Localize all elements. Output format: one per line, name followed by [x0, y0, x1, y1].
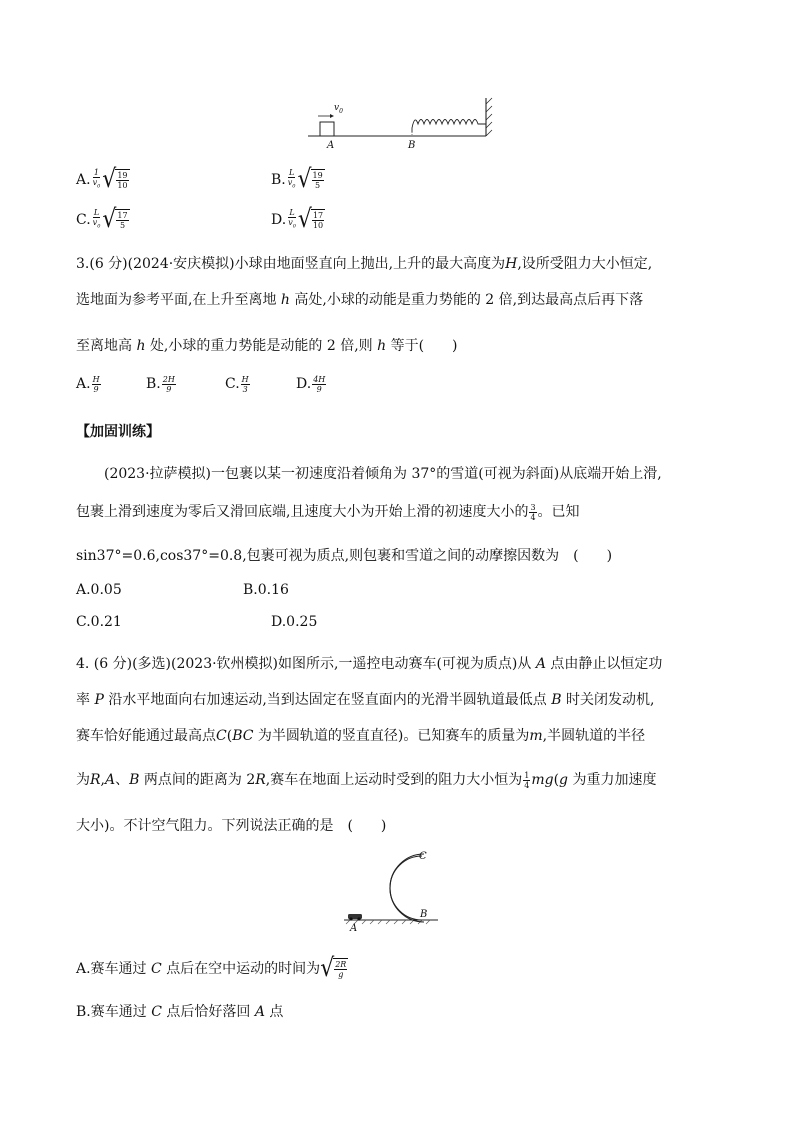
q4-line-5: 大小)。不计空气阻力。下列说法正确的是 ( ) — [76, 818, 387, 834]
figure1-B-label: B — [408, 140, 416, 151]
reinforce-title: 【加固训练】 — [76, 424, 160, 440]
q3-option-d[interactable]: D. $\frac{4H}{9}$ — [296, 374, 326, 394]
reinforce-option-a[interactable]: A.0.05 — [76, 582, 122, 598]
q4-option-a[interactable]: A.赛车通过 C 点后在空中运动的时间为 √ $\frac{2R}{g}$ — [76, 953, 347, 983]
q2-option-a[interactable]: A. $\frac{1}{v_0}$ √ $\frac{19}{10}$ — [76, 164, 128, 194]
q3-line-1: 3.(6 分)(2024·安庆模拟)小球由地面竖直向上抛出,上升的最大高度为H,设所受阻力大小恒定, — [76, 256, 653, 272]
figure2-A-label: A — [350, 923, 358, 934]
q4-option-b[interactable]: B.赛车通过 C 点后恰好落回 A 点 — [76, 1004, 284, 1020]
q4-line-1: 4. (6 分)(多选)(2023·钦州模拟)如图所示,一遥控电动赛车(可视为质点)从 A 点由静止以恒定功 — [76, 656, 663, 672]
figure1-A-label: A — [327, 140, 335, 151]
reinforce-line-3: sin37°=0.6,cos37°=0.8,包裹可视为质点,则包裹和雪道之间的动摩擦因数为 ( ) — [76, 548, 613, 564]
reinforce-line-1: (2023·拉萨模拟)一包裹以某一初速度沿着倾角为 37°的雪道(可视为斜面)从底端开始上滑, — [104, 466, 662, 482]
figure2-B-label: B — [420, 909, 428, 920]
q2-option-d[interactable]: D. $\frac{L}{v_0}$ √ $\frac{17}{10}$ — [271, 204, 324, 234]
figure2-C-label: C — [419, 851, 427, 862]
reinforce-line-2: 包裹上滑到速度为零后又滑回底端,且速度大小为开始上滑的初速度大小的 $\frac{3}{4}$ 。已知 — [76, 502, 580, 522]
figure-semicircle-track — [338, 852, 468, 936]
q3-option-b[interactable]: B. $\frac{2H}{9}$ — [146, 374, 175, 394]
q3-option-c[interactable]: C. $\frac{H}{3}$ — [225, 374, 249, 394]
reinforce-option-c[interactable]: C.0.21 — [76, 614, 122, 630]
q4-line-2: 率 P 沿水平地面向右加速运动,当到达固定在竖直面内的光滑半圆轨道最低点 B 时关闭发动机, — [76, 692, 655, 708]
q3-line-3: 至离地高 h 处,小球的重力势能是动能的 2 倍,则 h 等于( ) — [76, 338, 458, 354]
q4-line-4: 为 R , A 、 B 两点间的距离为 2 R ,赛车在地面上运动时受到的阻力大小恒为 $\frac{1}{4}$ mg ( g 为重力加速度 — [76, 770, 657, 790]
q2-option-c[interactable]: C. $\frac{L}{v_0}$ √ $\frac{17}{5}$ — [76, 204, 128, 234]
q2-option-b[interactable]: B. $\frac{L}{v_0}$ √ $\frac{19}{5}$ — [271, 164, 323, 194]
q4-line-3: 赛车恰好能通过最高点C(BC 为半圆轨道的竖直直径)。已知赛车的质量为m,半圆轨道的半径 — [76, 728, 646, 744]
reinforce-option-d[interactable]: D.0.25 — [271, 614, 318, 630]
q3-option-a[interactable]: A. $\frac{H}{9}$ — [76, 374, 100, 394]
figure1-v0-label: $v_0$ — [334, 103, 343, 115]
reinforce-option-b[interactable]: B.0.16 — [243, 582, 289, 598]
q3-line-2: 选地面为参考平面,在上升至离地 h 高处,小球的动能是重力势能的 2 倍,到达最高点后再下落 — [76, 292, 644, 308]
